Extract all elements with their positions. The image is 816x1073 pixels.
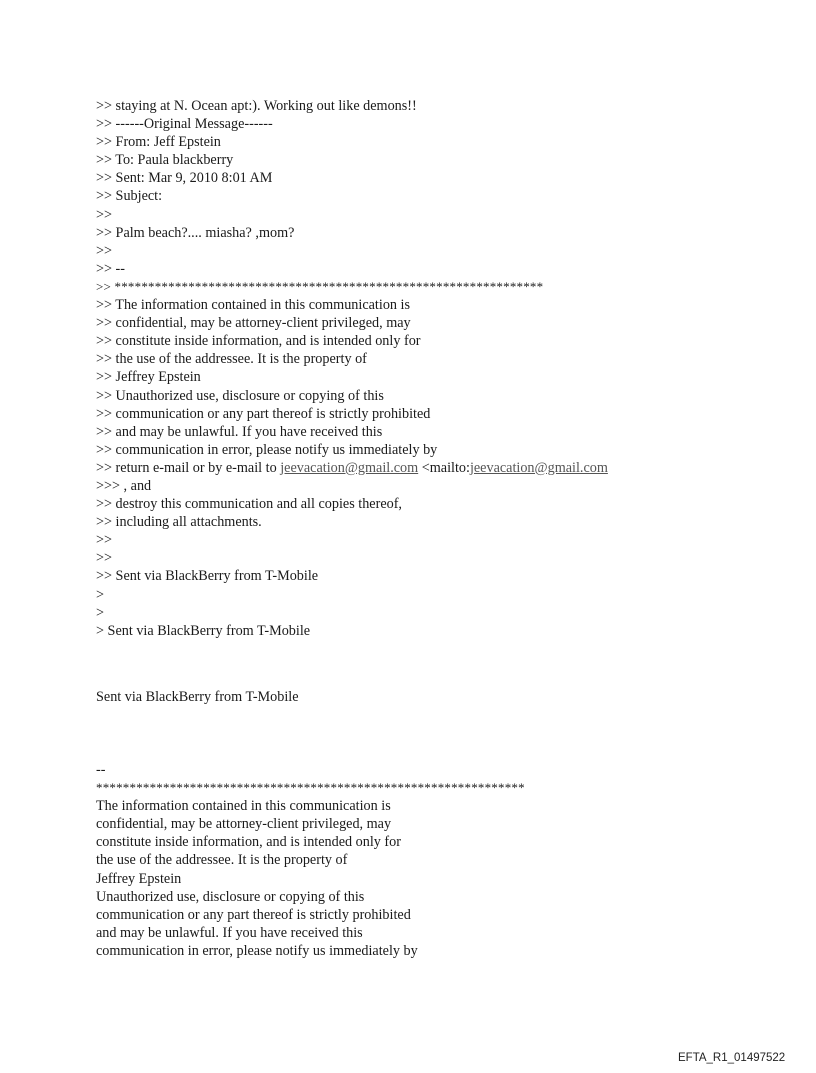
quoted-line: > — [96, 586, 105, 603]
email-link[interactable]: jeevacation@gmail.com — [280, 459, 419, 476]
quoted-line: >> ------Original Message------ — [96, 116, 273, 133]
quoted-line: >> — [96, 550, 113, 567]
quoted-line: >> including all attachments. — [96, 514, 262, 531]
disclaimer-line: confidential, may be attorney-client privileged, may — [96, 816, 392, 833]
mailto-link[interactable]: jeevacation@gmail.com — [469, 459, 608, 476]
quoted-line: >> — [96, 206, 113, 223]
sent-via-line: Sent via BlackBerry from T-Mobile — [96, 689, 299, 705]
quoted-line: >>> , and — [96, 477, 152, 494]
disclaimer-line: communication in error, please notify us immediately by — [96, 942, 418, 959]
disclaimer-line: the use of the addressee. It is the property of — [96, 852, 348, 869]
sent-via-block — [96, 688, 299, 706]
quoted-line: >> Subject: — [96, 188, 163, 205]
quoted-line: >> communication in error, please notify us immediately by — [96, 441, 438, 458]
quoted-stars-line: >> **************************************************************** — [96, 278, 544, 294]
quoted-line: >> Jeffrey Epstein — [96, 369, 201, 386]
quoted-line: >> constitute inside information, and is intended only for — [96, 333, 421, 350]
signature-dash: -- — [96, 762, 106, 778]
disclaimer-line: Jeffrey Epstein — [96, 870, 182, 887]
quoted-line: >> — [96, 532, 113, 549]
disclaimer-line: The information contained in this communication is — [96, 798, 391, 815]
mailto-prefix: <mailto: — [418, 459, 470, 476]
disclaimer-line: communication or any part thereof is strictly prohibited — [96, 906, 411, 923]
quoted-line: >> confidential, may be attorney-client privileged, may — [96, 315, 411, 332]
disclaimer-line: and may be unlawful. If you have received this — [96, 924, 363, 941]
disclaimer-line: Unauthorized use, disclosure or copying of this — [96, 888, 365, 905]
disclaimer-block — [96, 761, 525, 960]
quoted-line: >> Sent: Mar 9, 2010 8:01 AM — [96, 170, 273, 187]
quoted-line: >> The information contained in this communication is — [96, 297, 411, 314]
return-line-prefix: >> return e-mail or by e-mail to — [96, 459, 281, 476]
quoted-line: >> the use of the addressee. It is the property of — [96, 351, 367, 368]
quoted-line: >> — [96, 242, 113, 259]
quoted-line: >> Palm beach?.... miasha? ,mom? — [96, 224, 295, 241]
quoted-line: >> destroy this communication and all copies thereof, — [96, 496, 402, 513]
quoted-message-block — [96, 97, 608, 640]
quoted-line: > Sent via BlackBerry from T-Mobile — [96, 622, 311, 639]
disclaimer-stars-line: **************************************************************** — [96, 780, 525, 796]
quoted-line: >> -- — [96, 260, 125, 277]
quoted-line: >> Sent via BlackBerry from T-Mobile — [96, 568, 319, 585]
quoted-line: >> To: Paula blackberry — [96, 152, 234, 169]
disclaimer-line: constitute inside information, and is intended only for — [96, 834, 401, 851]
quoted-line: >> and may be unlawful. If you have received this — [96, 423, 383, 440]
quoted-line: >> staying at N. Ocean apt:). Working out like demons!! — [96, 98, 417, 114]
return-email-line — [96, 459, 608, 477]
quoted-line: >> From: Jeff Epstein — [96, 134, 221, 151]
quoted-line: >> communication or any part thereof is strictly prohibited — [96, 405, 431, 422]
quoted-line: > — [96, 604, 105, 621]
document-id-footer: EFTA_R1_01497522 — [678, 1052, 786, 1064]
quoted-line: >> Unauthorized use, disclosure or copying of this — [96, 387, 384, 404]
